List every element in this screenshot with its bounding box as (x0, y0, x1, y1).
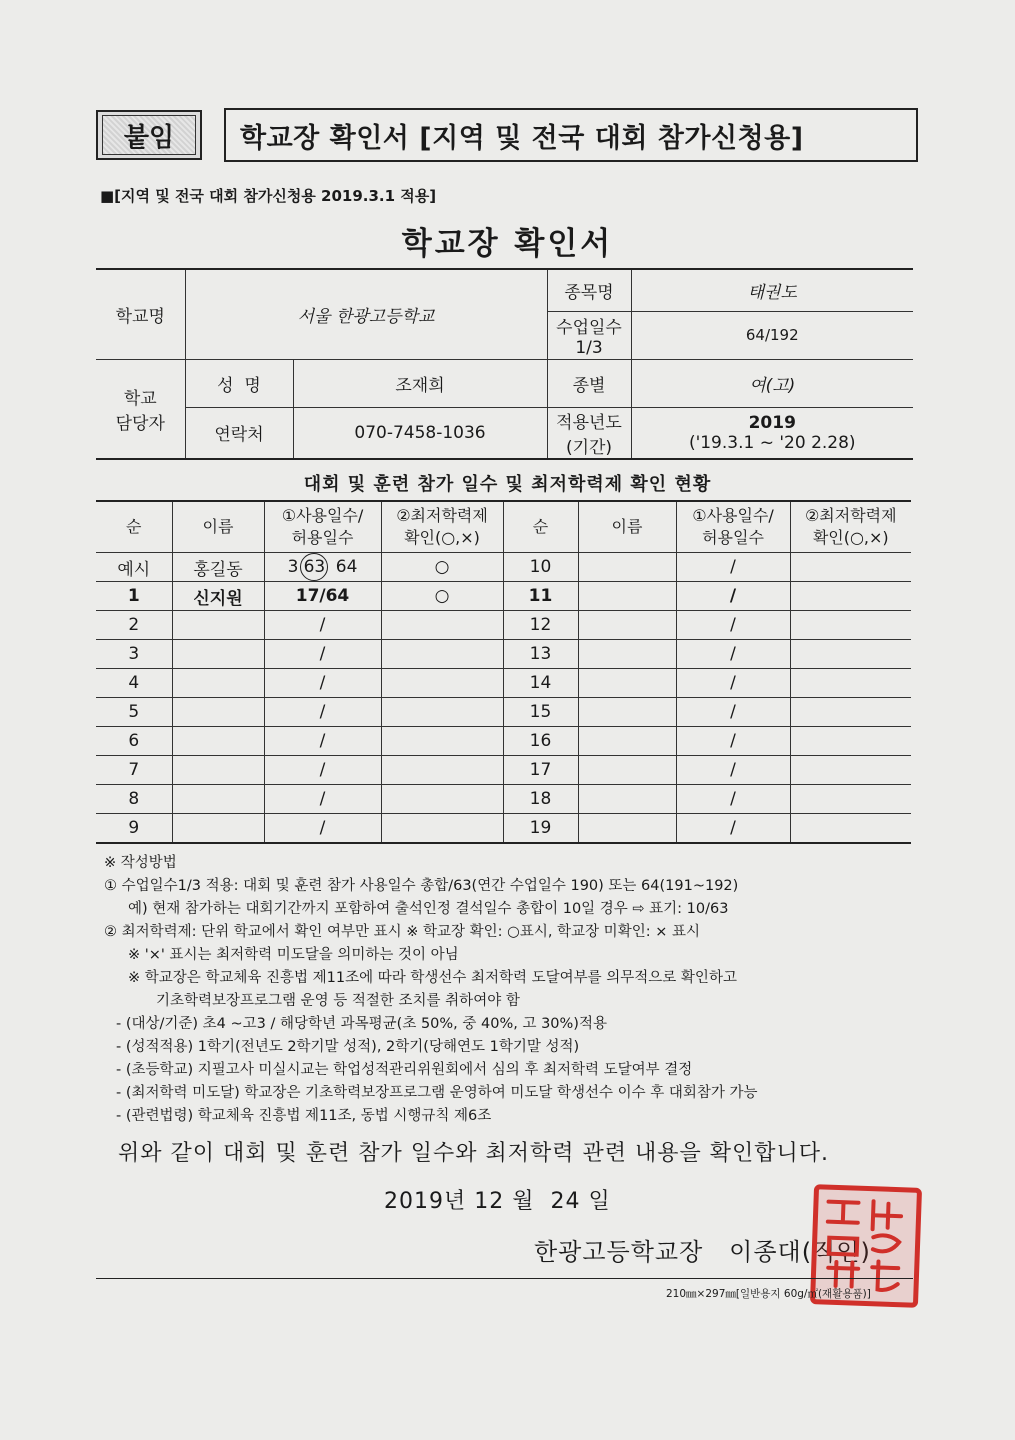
roster-body (96, 582, 911, 844)
paper-size-note: 210㎜×297㎜[일반용지 60g/㎡(재활용품)] (666, 1288, 871, 1300)
row-number: 3 (96, 640, 172, 669)
instruction-line: - (성적적용) 1학기(전년도 2학기말 성적), 2학기(당해연도 1학기말 성적) (116, 1039, 580, 1055)
attachment-label: 붙임 (102, 115, 196, 155)
instruction-line: ② 최저학력제: 단위 학교에서 확인 여부만 표시 ※ 학교장 확인: ○표시, 학교장 미확인: × 표시 (104, 924, 700, 940)
row-number-right: 11 (503, 582, 578, 611)
col-check-right: ②최저학력제 확인(○,×) (790, 501, 911, 553)
phone-value: 070-7458-1036 (293, 407, 547, 459)
row-number-right: 16 (503, 727, 578, 756)
row-check (381, 814, 503, 844)
row-days-right: / (676, 640, 790, 669)
row-name-right (578, 611, 676, 640)
roster-row (96, 582, 911, 611)
row-check-right (790, 611, 911, 640)
row-check (381, 756, 503, 785)
instruction-line: - (최저학력 미도달) 학교장은 기초학력보장프로그램 운영하여 미도달 학생선수 이수 후 대회참가 가능 (116, 1085, 758, 1101)
year-label: 적용년도 (기간) (547, 407, 631, 459)
row-days: / (264, 727, 381, 756)
row-name: 신지원 (172, 582, 264, 611)
row-check: ○ (381, 582, 503, 611)
row-check-right (790, 727, 911, 756)
row-days-right: / (676, 582, 790, 611)
roster-table (96, 500, 911, 844)
row-days: / (264, 698, 381, 727)
row-check-right (790, 785, 911, 814)
instruction-line: - (관련법령) 학교체육 진흥법 제11조, 동법 시행규칙 제6조 (116, 1108, 492, 1124)
name-label: 성 명 (185, 359, 293, 407)
row-name (172, 611, 264, 640)
col-days: ①사용일수/ 허용일수 (264, 501, 381, 553)
row-name (172, 640, 264, 669)
row-days: / (264, 756, 381, 785)
col-check: ②최저학력제 확인(○,×) (381, 501, 503, 553)
col-days-right: ①사용일수/ 허용일수 (676, 501, 790, 553)
roster-row (96, 669, 911, 698)
row-number-right: 13 (503, 640, 578, 669)
row-number-right: 14 (503, 669, 578, 698)
row-name-right (578, 756, 676, 785)
row-number: 9 (96, 814, 172, 844)
row-days-right: / (676, 814, 790, 844)
row-name-right (578, 698, 676, 727)
instructions-heading: ※ 작성방법 (104, 855, 177, 871)
row-days-right: / (676, 785, 790, 814)
roster-row (96, 814, 911, 844)
circled-number: 63 (300, 553, 328, 581)
year-value: 2019 ('19.3.1 ~ '20 2.28) (631, 407, 913, 459)
example-days: 3 63 64 (264, 553, 381, 582)
roster-row (96, 640, 911, 669)
row-number-right: 15 (503, 698, 578, 727)
row-days: / (264, 785, 381, 814)
row-name-right (578, 582, 676, 611)
roster-header-row (96, 501, 911, 553)
roster-row (96, 611, 911, 640)
school-value: 서울 한광고등학교 (185, 269, 547, 359)
row-name (172, 814, 264, 844)
row-name-right (578, 640, 676, 669)
row-days: / (264, 814, 381, 844)
classdays-value: 64/192 (631, 311, 913, 359)
row-number: 6 (96, 727, 172, 756)
roster-row (96, 756, 911, 785)
instruction-line: ※ '×' 표시는 최저학력 미도달을 의미하는 것이 아님 (128, 947, 459, 963)
row-days: 17/64 (264, 582, 381, 611)
row-days: / (264, 640, 381, 669)
document-header-title: 학교장 확인서 [지역 및 전국 대회 참가신청용] (224, 108, 918, 162)
instruction-line: ① 수업일수1/3 적용: 대회 및 훈련 참가 사용일수 총합/63(연간 수업일수 190) 또는 64(191~192) (104, 878, 739, 894)
row-days-right: / (676, 727, 790, 756)
roster-section-title: 대회 및 훈련 참가 일수 및 최저학력제 확인 현황 (303, 474, 712, 495)
category-value: 여(고) (631, 359, 913, 407)
instruction-line: - (대상/기준) 초4 ~고3 / 해당학년 과목평균(초 50%, 중 40%, 고 30%)적용 (116, 1016, 607, 1032)
row-name-right (578, 785, 676, 814)
roster-example-row: 예시 홍길동 3 63 64 ○ 10 / (96, 553, 911, 582)
row-days-right: / (676, 669, 790, 698)
instruction-line: 예) 현재 참가하는 대회기간까지 포함하여 출석인정 결석일수 총합이 10일 경우 ⇨ 표기: 10/63 (128, 901, 729, 917)
sport-label: 종목명 (547, 269, 631, 311)
row-number-right: 17 (503, 756, 578, 785)
instruction-line: - (초등학교) 지필고사 미실시교는 학업성적관리위원회에서 심의 후 최저학력 도달여부 결정 (116, 1062, 693, 1078)
row-check (381, 698, 503, 727)
sport-value: 태권도 (631, 269, 913, 311)
instructions (104, 852, 924, 1128)
row-check (381, 611, 503, 640)
row-name (172, 698, 264, 727)
roster-row (96, 785, 911, 814)
row-name-right (578, 727, 676, 756)
row-name-right (578, 669, 676, 698)
row-days-right: / (676, 611, 790, 640)
row-number: 7 (96, 756, 172, 785)
row-name (172, 727, 264, 756)
row-name (172, 669, 264, 698)
instruction-line: 기초학력보장프로그램 운영 등 적절한 조치를 취하여야 함 (156, 993, 520, 1009)
name-value: 조재희 (293, 359, 547, 407)
row-name (172, 785, 264, 814)
row-check (381, 785, 503, 814)
row-number: 1 (96, 582, 172, 611)
contact-person-label: 학교 담당자 (96, 359, 185, 459)
applicability-note: ■[지역 및 전국 대회 참가신청용 2019.3.1 적용] (100, 187, 437, 205)
row-check-right (790, 756, 911, 785)
col-name-right: 이름 (578, 501, 676, 553)
school-info-table (96, 268, 913, 460)
principal-signature: 한광고등학교장 이종대(직인) (534, 1238, 871, 1266)
row-number-right: 18 (503, 785, 578, 814)
row-days-right: / (676, 698, 790, 727)
attachment-label-box (96, 110, 202, 160)
school-label: 학교명 (96, 269, 185, 359)
category-label: 종별 (547, 359, 631, 407)
row-number: 2 (96, 611, 172, 640)
instruction-line: ※ 학교장은 학교체육 진흥법 제11조에 따라 학생선수 최저학력 도달여부를 의무적으로 확인하고 (128, 970, 737, 986)
row-days: / (264, 611, 381, 640)
confirmation-statement: 위와 같이 대회 및 훈련 참가 일수와 최저학력 관련 내용을 확인합니다. (118, 1141, 829, 1166)
col-no-right: 순 (503, 501, 578, 553)
classdays-label: 수업일수 1/3 (547, 311, 631, 359)
row-name (172, 756, 264, 785)
row-number: 4 (96, 669, 172, 698)
row-days-right: / (676, 756, 790, 785)
row-name-right (578, 814, 676, 844)
bottom-rule (96, 1278, 913, 1279)
row-days: / (264, 669, 381, 698)
row-check (381, 727, 503, 756)
roster-row (96, 698, 911, 727)
row-number-right: 19 (503, 814, 578, 844)
main-title: 학교장 확인서 (401, 226, 614, 262)
row-check-right (790, 814, 911, 844)
row-check-right (790, 669, 911, 698)
col-no: 순 (96, 501, 172, 553)
row-check (381, 669, 503, 698)
roster-row (96, 727, 911, 756)
row-check-right (790, 582, 911, 611)
row-check-right (790, 640, 911, 669)
row-check (381, 640, 503, 669)
row-number: 8 (96, 785, 172, 814)
row-check-right (790, 698, 911, 727)
col-name: 이름 (172, 501, 264, 553)
issue-date: 2019년 12 월 24 일 (384, 1189, 611, 1214)
phone-label: 연락처 (185, 407, 293, 459)
row-number-right: 12 (503, 611, 578, 640)
row-number: 5 (96, 698, 172, 727)
